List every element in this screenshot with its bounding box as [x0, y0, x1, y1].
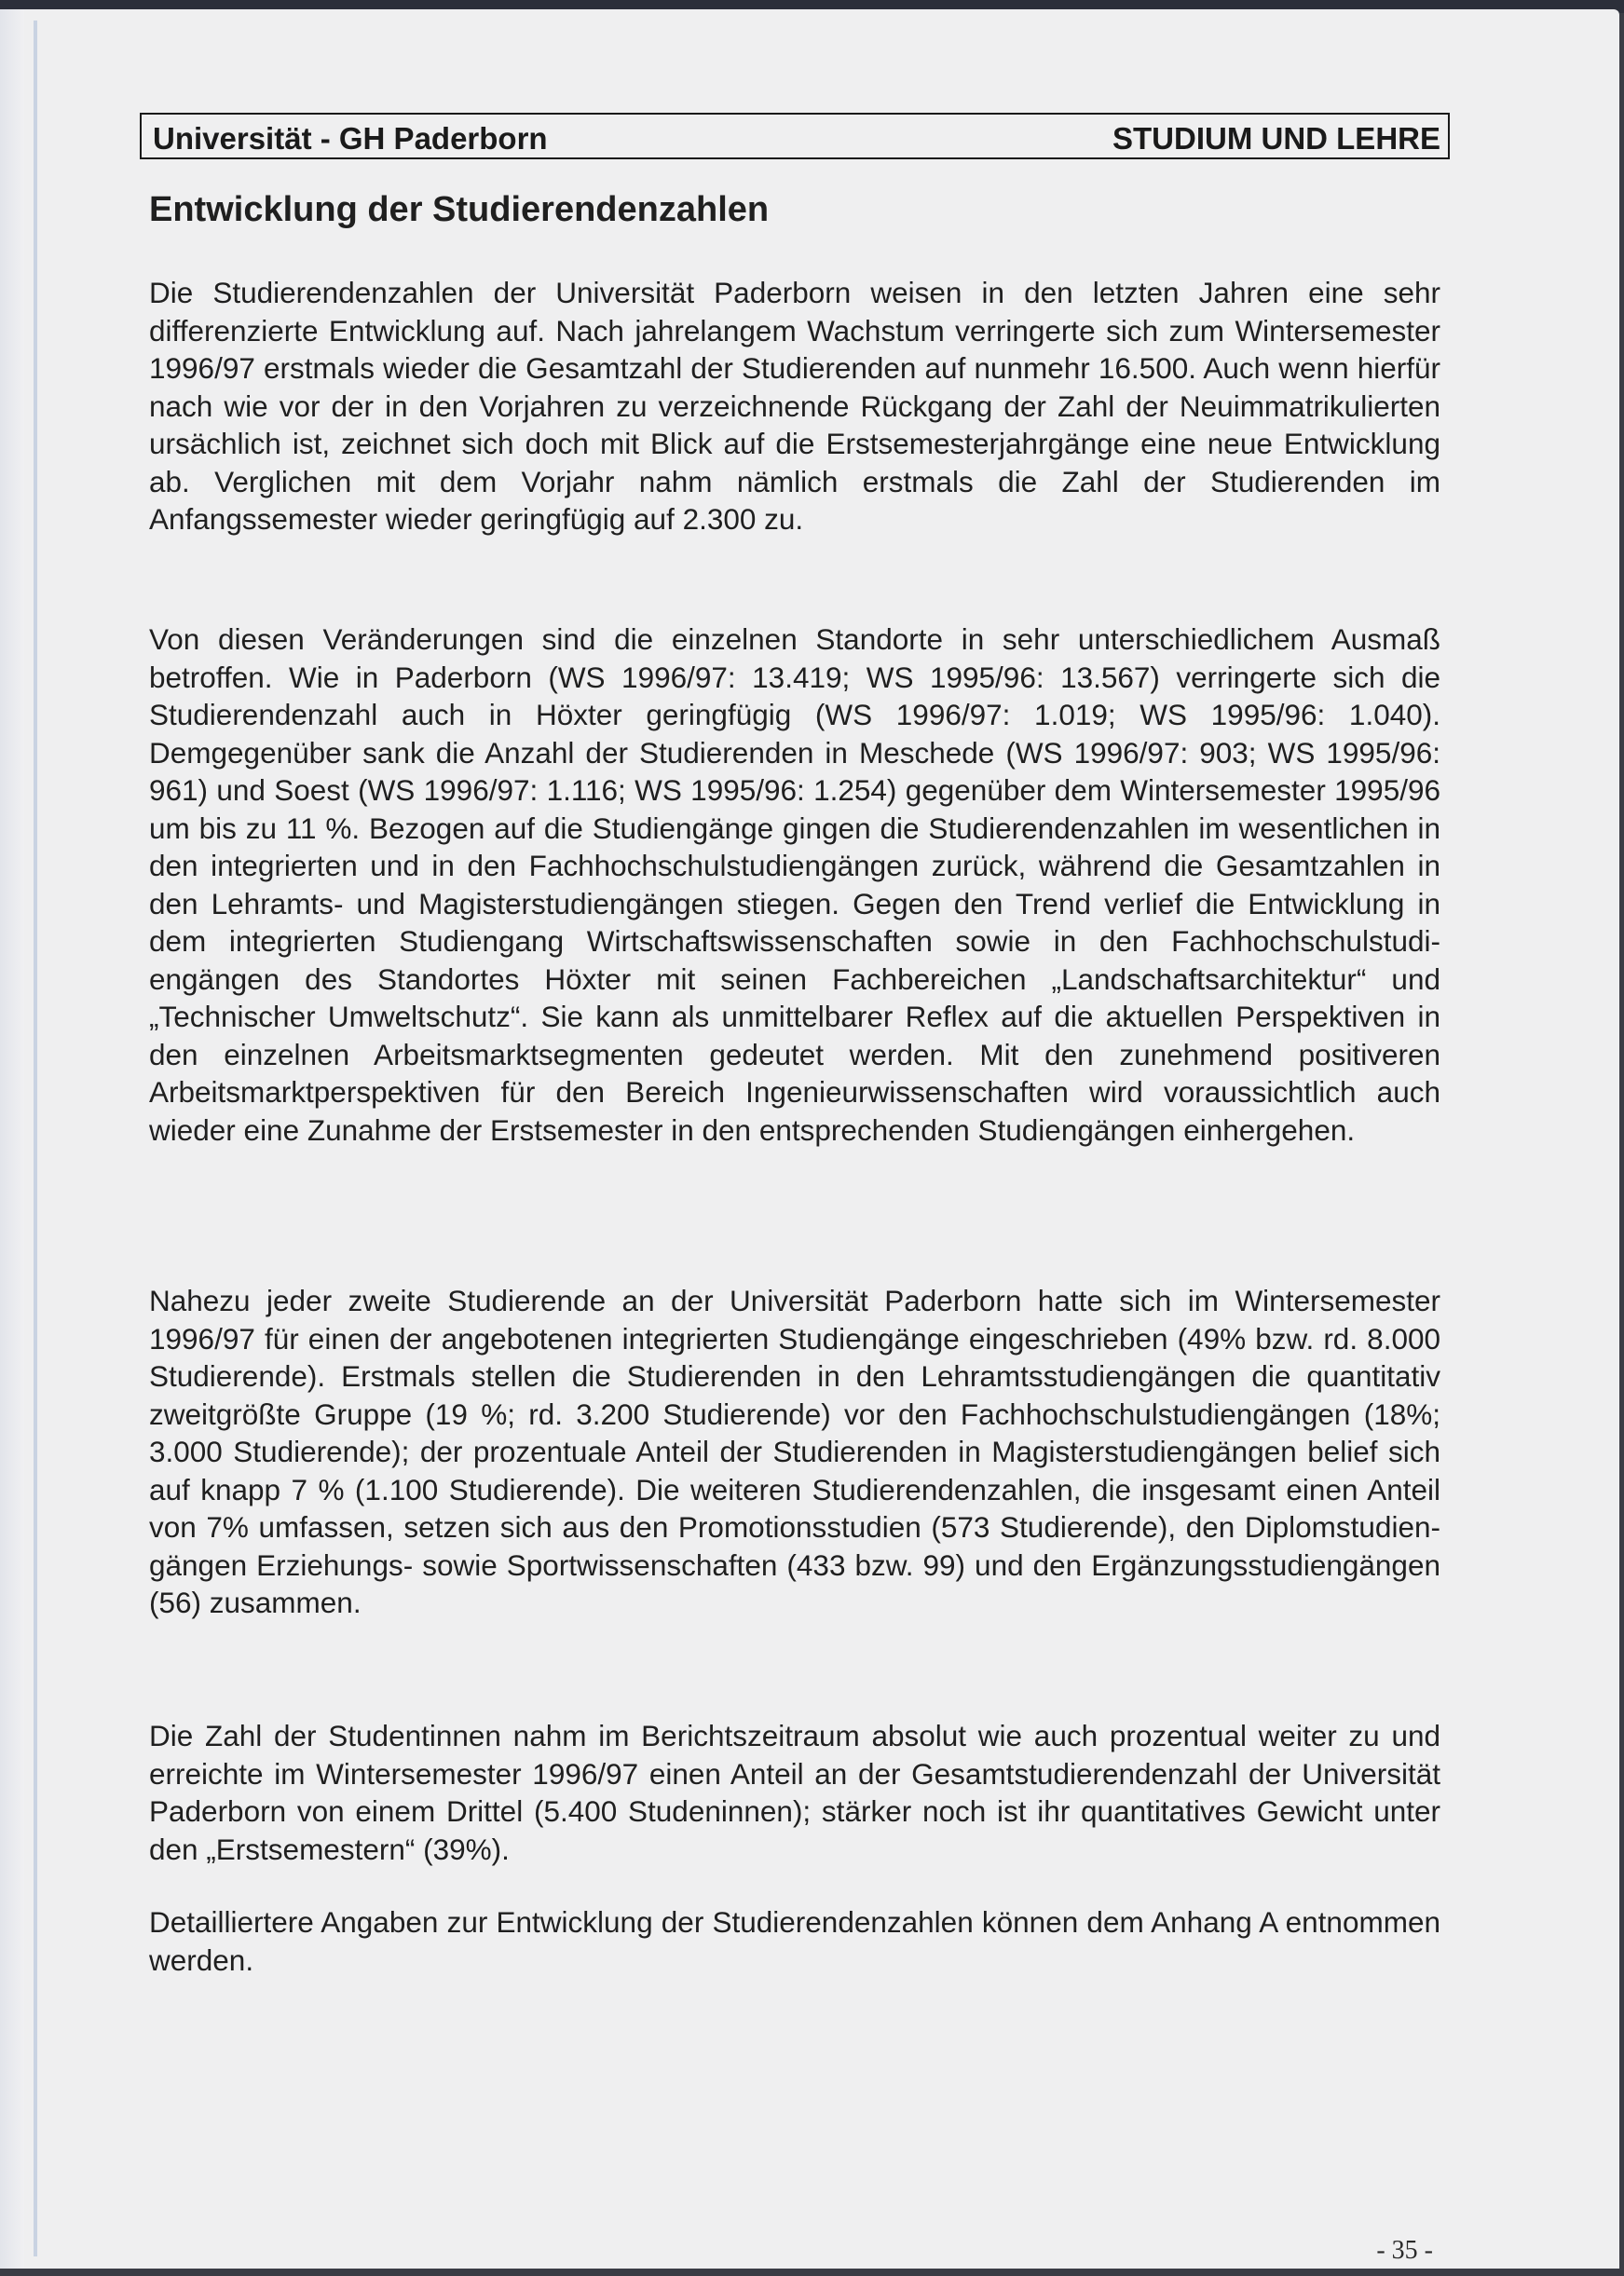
header-institution: Universität - GH Paderborn [153, 121, 548, 156]
page-gutter-shadow [0, 9, 24, 2269]
running-header [140, 113, 1450, 159]
paragraph-locations: Von diesen Veränderungen sind die einzelnen Standorte in sehr unterschiedlichem Ausmaß betroffen. Wie in Paderborn (WS 1996/97: 13.419; WS 1995/96: 13.567) verringerte sich die Studierendenzahl auch in Höxter geringfügig (WS 1996/97: 1.019; WS 1995/96: 1.040). Demgegenüber sank die Anzahl der Studierenden in Meschede (WS 1996/97: 903; WS 1995/96: 961) und Soest (WS 1996/97: 1.116; WS 1995/96: 1.254) gegenüber dem Wintersemester 1995/96 um bis zu 11 %. Bezogen auf die Studiengänge gingen die Studierendenzahlen im wesentlichen in den integrierten und in den Fachhochschulstudiengängen zurück, während die Gesamtzahlen in den Lehramts- und Magisterstudiengängen stiegen. Gegen den Trend verlief die Entwicklung in dem integrierten Studiengang Wirtschaftswissenschaften sowie in den Fachhochschulstudiengängen des Standortes Höxter mit seinen Fachbereichen „Landschaftsarchitektur“ und „Technischer Umweltschutz“. Sie kann als unmittelbarer Reflex auf die aktuellen Perspektiven in den einzelnen Arbeitsmarktsegmenten gedeutet werden. Mit den zunehmend positiveren Arbeitsmarktperspektiven für den Bereich Ingenieurwissenschaften wird voraussichtlich auch wieder eine Zunahme der Erstsemester in den entsprechenden Studiengängen einhergehen. [149, 622, 1440, 1147]
binding-line [34, 20, 37, 2256]
paragraph-overview: Die Studierendenzahlen der Universität Paderborn weisen in den letzten Jahren eine sehr differenzierte Entwicklung auf. Nach jahrelangem Wachstum verringerte sich zum Wintersemester 1996/97 erstmals wieder die Gesamtzahl der Studierenden auf nunmehr 16.500. Auch wenn hierfür nach wie vor der in den Vorjahren zu verzeichnende Rückgang der Zahl der Neuimmatrikulierten ursächlich ist, zeichnet sich doch mit Blick auf die Erstsemesterjahrgänge eine neue Entwicklung ab. Verglichen mit dem Vorjahr nahm nämlich erstmals die Zahl der Studierenden im Anfangssemester wieder geringfügig auf 2.300 zu. [149, 276, 1440, 536]
header-section: STUDIUM UND LEHRE [1112, 121, 1440, 156]
page-title: Entwicklung der Studierendenzahlen [149, 190, 770, 229]
paragraph-female-students: Die Zahl der Studentinnen nahm im Berichtszeitraum absolut wie auch prozentual weiter zu und erreichte im Wintersemester 1996/97 einen Anteil an der Gesamtstudierendenzahl der Universität Paderborn von einem Drittel (5.400 Studeninnen); stärker noch ist ihr quantitatives Gewicht unter den „Erstsemestern“ (39%). [149, 1719, 1440, 1866]
paragraph-programs: Nahezu jeder zweite Studierende an der Universität Paderborn hatte sich im Wintersemester 1996/97 für einen der angebotenen integrierten Studiengänge eingeschrieben (49% bzw. rd. 8.000 Studierende). Erstmals stellen die Studierenden in den Lehramtsstudiengängen die quantitativ zweitgrößte Gruppe (19 %; rd. 3.200 Studierende) vor den Fachhochschulstudiengängen (18%; 3.000 Studierende); der prozentuale Anteil der Studierenden in Magisterstudiengängen belief sich auf knapp 7 % (1.100 Studierende). Die weiteren Studierendenzahlen, die insgesamt einen Anteil von 7% umfassen, setzen sich aus den Promotionsstudien (573 Studierende), den Diplomstudiengängen Erziehungs- sowie Sportwissenschaften (433 bzw. 99) und den Ergänzungsstudiengängen (56) zusammen. [149, 1284, 1440, 1619]
paragraph-appendix-reference: Detailliertere Angaben zur Entwicklung der Studierendenzahlen können dem Anhang A entnommen werden. [149, 1905, 1440, 1977]
page-number: - 35 - [1376, 2236, 1433, 2265]
